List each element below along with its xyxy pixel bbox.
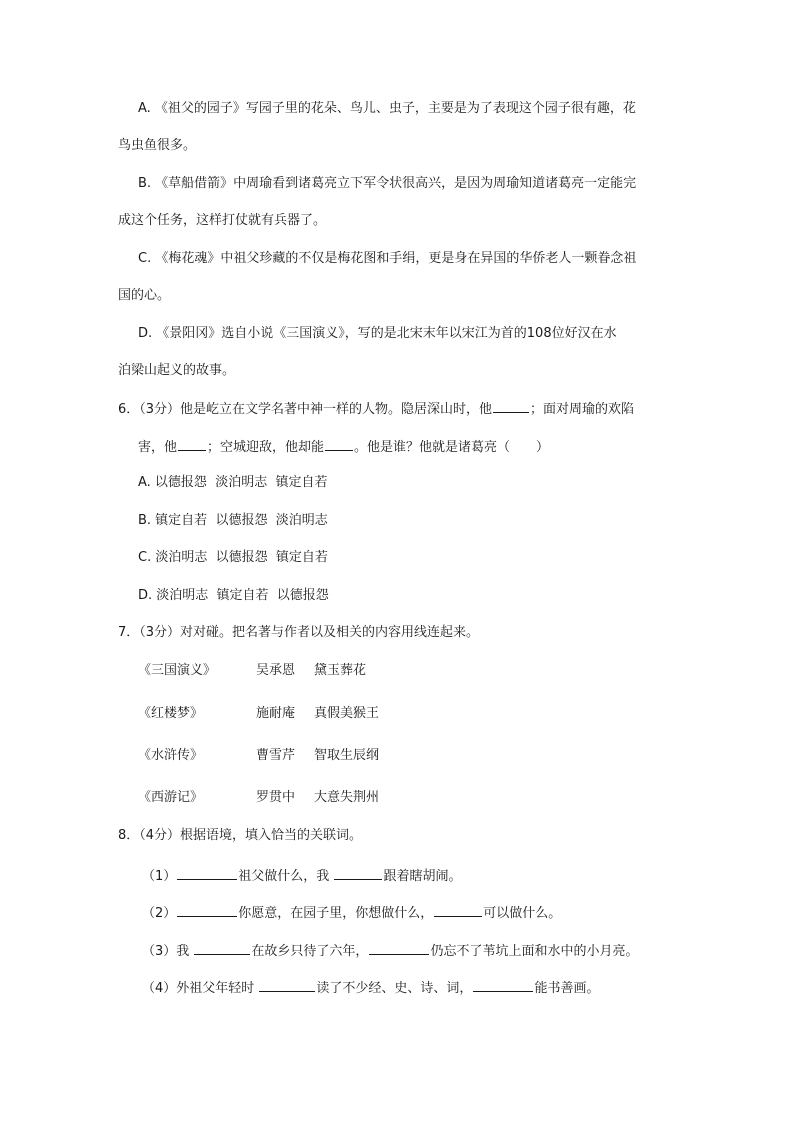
q8-item1-text-b: 祖父做什么，我 bbox=[238, 869, 330, 884]
q7-author-2: 施耐庵 bbox=[256, 706, 296, 721]
q5-option-d-line1: D. 《景阳冈》选自小说《三国演义》，写的是北宋末年以宋江为首的108位好汉在水 bbox=[138, 326, 617, 341]
q8-item2-text-a: （2） bbox=[142, 906, 177, 921]
q8-item3-text-c: 仍忘不了苇坑上面和水中的小月亮。 bbox=[430, 944, 639, 959]
q5-option-b-line2: 成这个任务，这样打仗就有兵器了。 bbox=[118, 213, 327, 228]
q6-option-a: A. 以德报怨 淡泊明志 镇定自若 bbox=[138, 475, 328, 490]
q8-item1-blank-2[interactable] bbox=[334, 866, 382, 880]
q6-stem-line1 bbox=[118, 399, 634, 419]
q7-content-4: 大意失荆州 bbox=[314, 790, 380, 805]
q8-stem: 8．（4分）根据语境，填入恰当的关联词。 bbox=[118, 828, 363, 843]
q8-item4-text-a: （4）外祖父年轻时 bbox=[142, 981, 255, 996]
q6-stem-text-5: 。他是谁？他就是诸葛亮（ ） bbox=[354, 440, 550, 455]
q8-item4-blank-2[interactable] bbox=[473, 978, 533, 992]
q6-option-c: C. 淡泊明志 以德报怨 镇定自若 bbox=[138, 550, 328, 565]
q8-item1-text-c: 跟着瞎胡闹。 bbox=[383, 869, 462, 884]
q7-book-2: 《红楼梦》 bbox=[138, 706, 204, 721]
q6-stem-text-2: ；面对周瑜的欢陷 bbox=[530, 402, 635, 417]
q8-item2-text-c: 可以做什么。 bbox=[483, 906, 562, 921]
q8-item1-text-a: （1） bbox=[142, 869, 177, 884]
q5-option-d-line2: 泊梁山起义的故事。 bbox=[118, 363, 236, 378]
q6-option-b: B. 镇定自若 以德报怨 淡泊明志 bbox=[138, 513, 328, 528]
q7-author-3: 曹雪芹 bbox=[256, 748, 296, 763]
q8-item4-blank-1[interactable] bbox=[259, 978, 315, 992]
q7-author-4: 罗贯中 bbox=[256, 790, 296, 805]
q8-item3-text-b: 在故乡只待了六年， bbox=[251, 944, 369, 959]
q8-item3-blank-1[interactable] bbox=[194, 941, 250, 955]
q8-item-1 bbox=[142, 866, 461, 886]
q7-book-3: 《水浒传》 bbox=[138, 748, 204, 763]
q6-stem-text-4: ；空城迎敌，他却能 bbox=[207, 440, 325, 455]
q6-blank-3[interactable] bbox=[325, 437, 353, 451]
q5-option-a-line2: 鸟虫鱼很多。 bbox=[118, 138, 197, 153]
q8-item4-text-c: 能书善画。 bbox=[534, 981, 600, 996]
q7-author-1: 吴承恩 bbox=[256, 663, 296, 678]
q5-option-c-line1: C. 《梅花魂》中祖父珍藏的不仅是梅花图和手绢，更是身在异国的华侨老人一颗眷念祖 bbox=[138, 251, 637, 266]
q5-option-b-line1: B. 《草船借箭》中周瑜看到诸葛亮立下军令状很高兴，是因为周瑜知道诸葛亮一定能完 bbox=[138, 176, 637, 191]
q8-item4-text-b: 读了不少经、史、诗、词， bbox=[316, 981, 473, 996]
q7-content-3: 智取生辰纲 bbox=[314, 748, 380, 763]
q6-stem-text-3: 害，他 bbox=[138, 440, 178, 455]
q8-item1-blank-1[interactable] bbox=[177, 866, 237, 880]
q6-option-d: D. 淡泊明志 镇定自若 以德报怨 bbox=[138, 588, 329, 603]
q7-book-1: 《三国演义》 bbox=[138, 663, 217, 678]
q6-stem-line2 bbox=[138, 437, 549, 457]
q6-blank-2[interactable] bbox=[178, 437, 206, 451]
q8-item2-blank-1[interactable] bbox=[177, 903, 237, 917]
q6-stem-text-1: 6．（3分）他是屹立在文学名著中神一样的人物。隐居深山时，他 bbox=[118, 402, 493, 417]
q8-item-2 bbox=[142, 903, 561, 923]
q5-option-a-line1: A. 《祖父的园子》写园子里的花朵、鸟儿、虫子，主要是为了表现这个园子很有趣，花 bbox=[138, 101, 636, 116]
q8-item3-text-a: （3）我 bbox=[142, 944, 190, 959]
q8-item3-blank-2[interactable] bbox=[369, 941, 429, 955]
q7-content-2: 真假美猴王 bbox=[314, 706, 380, 721]
q8-item-3 bbox=[142, 941, 638, 961]
q8-item2-blank-2[interactable] bbox=[434, 903, 482, 917]
q5-option-c-line2: 国的心。 bbox=[118, 288, 171, 303]
q7-content-1: 黛玉葬花 bbox=[314, 663, 367, 678]
q7-book-4: 《西游记》 bbox=[138, 790, 204, 805]
q8-item2-text-b: 你愿意，在园子里，你想做什么， bbox=[238, 906, 434, 921]
q8-item-4 bbox=[142, 978, 599, 998]
q6-blank-1[interactable] bbox=[493, 399, 529, 413]
q7-stem: 7．（3分）对对碰。把名著与作者以及相关的内容用线连起来。 bbox=[118, 625, 480, 640]
